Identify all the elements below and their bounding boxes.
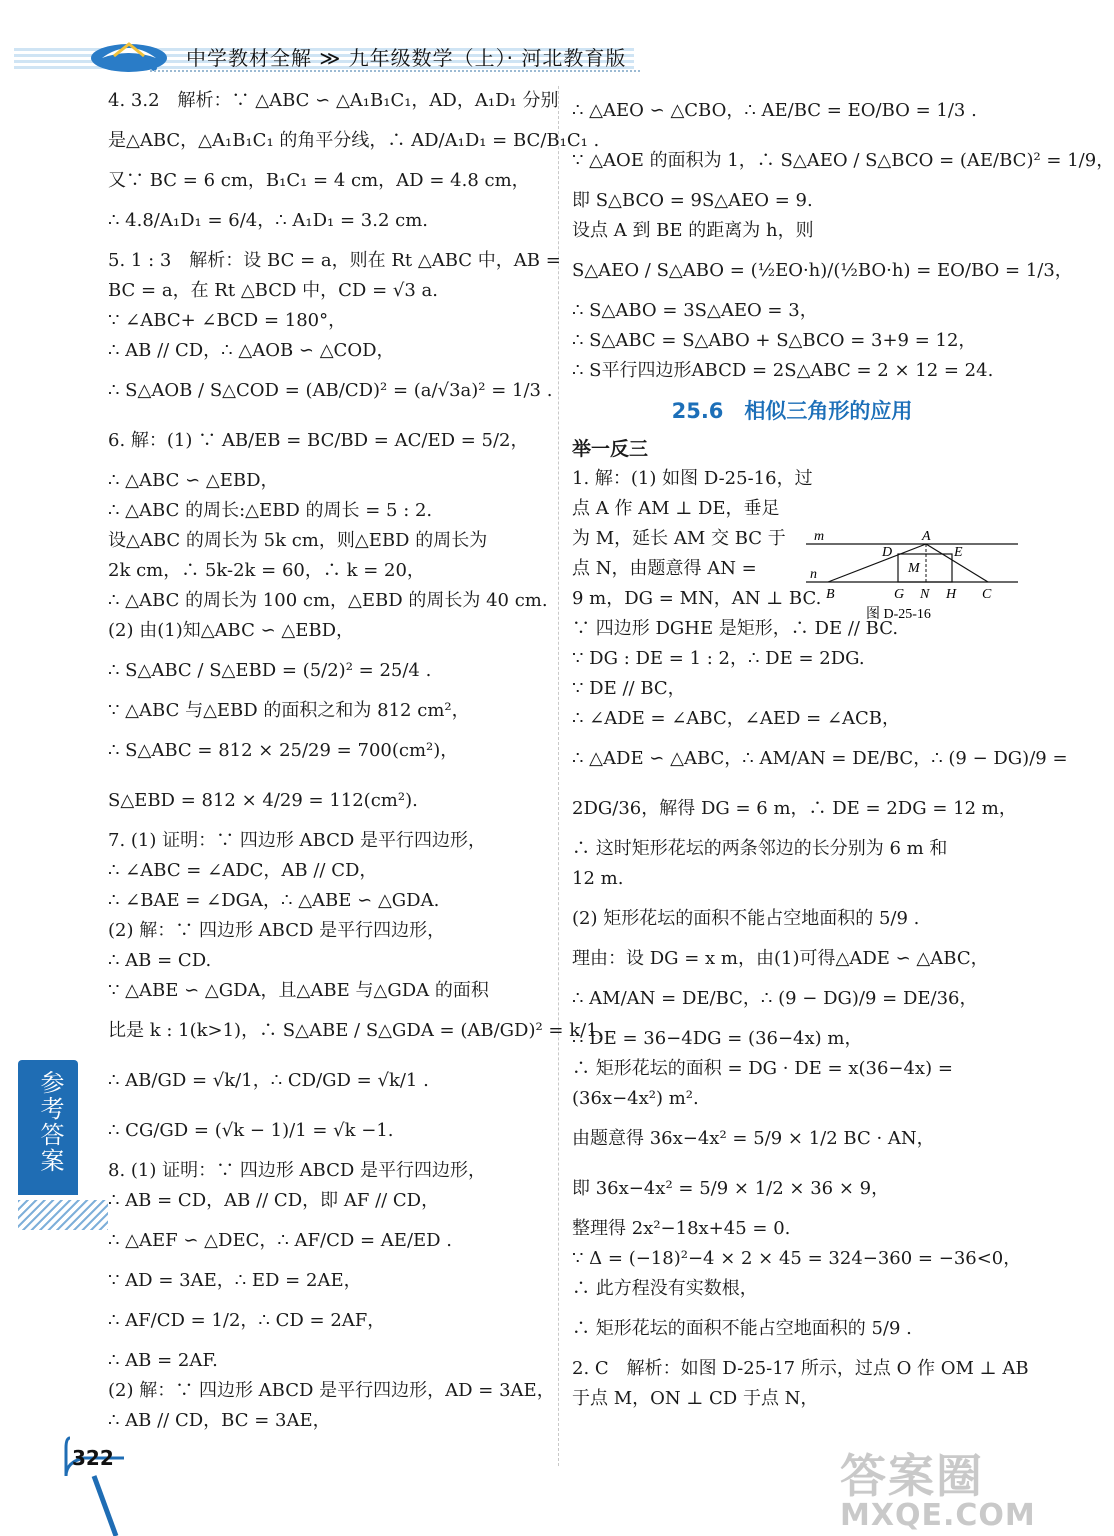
fig-label: B <box>826 587 835 602</box>
text-line: ∴ AB // CD，BC = 3AE， <box>108 1410 331 1431</box>
figure-d-25-16 <box>806 524 1018 624</box>
watermark <box>840 1440 1036 1533</box>
fig-label: E <box>954 545 963 560</box>
text-line: ∴ ∠BAE = ∠DGA，∴ △ABE ∽ △GDA. <box>108 890 440 911</box>
text-line: ∴ 这时矩形花坛的两条邻边的长分别为 6 m 和 <box>572 838 948 859</box>
text-line: 6. 解：(1) ∵ AB/EB = BC/BD = AC/ED = 5/2， <box>108 430 529 451</box>
page-header <box>0 0 1034 80</box>
text-line: 又∵ BC = 6 cm，B₁C₁ = 4 cm，AD = 4.8 cm， <box>108 170 530 191</box>
text-line: ∴ △ABC 的周长:△EBD 的周长 = 5 : 2. <box>108 500 433 521</box>
text-line: (2) 由(1)知△ABC ∽ △EBD， <box>108 620 355 641</box>
text-line: 点 A 作 AM ⊥ DE，垂足 <box>572 498 780 519</box>
text-line: 2k cm，∴ 5k-2k = 60，∴ k = 20， <box>108 560 425 581</box>
text-line: BC = a，在 Rt △BCD 中，CD = √3 a. <box>108 280 438 301</box>
text-line: 理由：设 DG = x m，由(1)可得△ADE ∽ △ABC， <box>572 948 989 969</box>
text-line: ∴ AB/GD = √k/1，∴ CD/GD = √k/1 . <box>108 1070 429 1091</box>
text-line: (2) 解：∵ 四边形 ABCD 是平行四边形，AD = 3AE， <box>108 1380 555 1401</box>
text-line: ∵ ∠ABC+ ∠BCD = 180°， <box>108 310 347 331</box>
text-line: ∵ Δ = (−18)²−4 × 2 × 45 = 324−360 = −36<0， <box>572 1248 1022 1269</box>
text-line: 设△ABC 的周长为 5k cm，则△EBD 的周长为 <box>108 530 488 551</box>
text-line: ∴ 矩形花坛的面积不能占空地面积的 5/9 . <box>572 1318 912 1339</box>
text-line: ∴ 矩形花坛的面积 = DG · DE = x(36−4x) = <box>572 1058 953 1079</box>
text-line: 为 M，延长 AM 交 BC 于 <box>572 528 786 549</box>
text-line: ∵ △ABC 与△EBD 的面积之和为 812 cm²， <box>108 700 470 721</box>
text-line: ∵ DG : DE = 1 : 2，∴ DE = 2DG. <box>572 648 865 669</box>
text-line: ∴ △AEO ∽ △CBO，∴ AE/BC = EO/BO = 1/3 . <box>572 100 977 121</box>
fig-label: G <box>894 587 905 602</box>
text-line: 12 m. <box>572 868 624 889</box>
text-line: ∵ 四边形 DGHE 是矩形，∴ DE // BC. <box>572 618 899 639</box>
text-line: ∵ △ABE ∽ △GDA，且△ABE 与△GDA 的面积 <box>108 980 489 1001</box>
text-line: ∴ AM/AN = DE/BC，∴ (9 − DG)/9 = DE/36， <box>572 988 978 1009</box>
text-line: (2) 解：∵ 四边形 ABCD 是平行四边形， <box>108 920 446 941</box>
text-line: ∴ S平行四边形ABCD = 2S△ABC = 2 × 12 = 24. <box>572 360 994 381</box>
section-title: 25.6 相似三角形的应用 <box>671 399 913 423</box>
text-line: 2DG/36，解得 DG = 6 m，∴ DE = 2DG = 12 m， <box>572 798 1017 819</box>
text-line: ∴ CG/GD = (√k − 1)/1 = √k −1. <box>108 1120 394 1141</box>
text-line: ∴ △ABC 的周长为 100 cm，△EBD 的周长为 40 cm. <box>108 590 548 611</box>
fig-label: H <box>946 587 957 602</box>
text-line: ∴ S△ABC / S△EBD = (5/2)² = 25/4 . <box>108 660 432 681</box>
side-tab-label: 参考答案 <box>36 1070 64 1174</box>
watermark-text: 答案圈 <box>840 1449 984 1503</box>
text-line: ∴ S△ABO = 3S△AEO = 3， <box>572 300 818 321</box>
text-line: 设点 A 到 BE 的距离为 h，则 <box>572 220 814 241</box>
text-line: 4. 3.2 解析：∵ △ABC ∽ △A₁B₁C₁，AD，A₁D₁ 分别 <box>108 90 559 111</box>
text-line: ∴ S△ABC = S△ABO + S△BCO = 3+9 = 12， <box>572 330 977 351</box>
text-line: ∴ AB = CD，AB // CD，即 AF // CD， <box>108 1190 440 1211</box>
text-line: ∴ 此方程没有实数根， <box>572 1278 758 1299</box>
text-line: 于点 M，ON ⊥ CD 于点 N， <box>572 1388 819 1409</box>
fig-label: M <box>908 561 920 576</box>
text-line: S△EBD = 812 × 4/29 = 112(cm²). <box>108 790 418 811</box>
text-line: (2) 矩形花坛的面积不能占空地面积的 5/9 . <box>572 908 920 929</box>
text-line: (36x−4x²) m². <box>572 1088 699 1109</box>
text-line: 1. 解：(1) 如图 D-25-16，过 <box>572 468 813 489</box>
text-line: 整理得 2x²−18x+45 = 0. <box>572 1218 791 1239</box>
text-line: 点 N，由题意得 AN = <box>572 558 757 579</box>
text-line: ∵ AD = 3AE，∴ ED = 2AE， <box>108 1270 362 1291</box>
fig-label: D <box>882 545 893 560</box>
text-line: 2. C 解析：如图 D-25-17 所示，过点 O 作 OM ⊥ AB <box>572 1358 1029 1379</box>
text-line: 7. (1) 证明：∵ 四边形 ABCD 是平行四边形， <box>108 830 487 851</box>
text-line: ∴ S△ABC = 812 × 25/29 = 700(cm²)， <box>108 740 459 761</box>
text-line: ∵ △AOE 的面积为 1，∴ S△AEO / S△BCO = (AE/BC)² = 1/9， <box>572 150 1114 171</box>
text-line: ∴ AB = CD. <box>108 950 212 971</box>
watermark-url: MXQE.COM <box>840 1498 1036 1533</box>
fig-label: A <box>922 529 931 544</box>
column-divider <box>558 86 559 1466</box>
header-dotted-rule <box>150 70 640 72</box>
header-title: 中学教材全解 ≫ 九年级数学（上）· 河北教育版 <box>186 46 627 70</box>
right-column <box>572 86 1114 1414</box>
text-line: 由题意得 36x−4x² = 5/9 × 1/2 BC · AN， <box>572 1128 935 1149</box>
text-line: 9 m，DG = MN，AN ⊥ BC. <box>572 588 822 609</box>
text-line: ∴ S△AOB / S△COD = (AB/CD)² = (a/√3a)² = 1/3 . <box>108 380 553 401</box>
text-line: ∴ ∠ABC = ∠ADC，AB // CD， <box>108 860 378 881</box>
fig-label: N <box>920 587 930 602</box>
text-line: ∴ AB // CD，∴ △AOB ∽ △COD， <box>108 340 395 361</box>
side-tab <box>18 1060 78 1195</box>
text-line: ∴ △ADE ∽ △ABC，∴ AM/AN = DE/BC，∴ (9 − DG)/9 = <box>572 748 1068 769</box>
page-number: 322 <box>72 1446 114 1470</box>
text-line: ∴ AB = 2AF. <box>108 1350 218 1371</box>
fig-label: C <box>982 587 992 602</box>
fig-label: m <box>814 529 825 544</box>
text-line: ∴ △ABC ∽ △EBD， <box>108 470 279 491</box>
subsection-title: 举一反三 <box>572 438 649 460</box>
text-line: 即 S△BCO = 9S△AEO = 9. <box>572 190 813 211</box>
text-line: ∴ 4.8/A₁D₁ = 6/4，∴ A₁D₁ = 3.2 cm. <box>108 210 429 231</box>
text-line: ∴ ∠ADE = ∠ABC，∠AED = ∠ACB， <box>572 708 901 729</box>
text-line: ∴ AF/CD = 1/2，∴ CD = 2AF， <box>108 1310 386 1331</box>
text-line: 5. 1 : 3 解析：设 BC = a，则在 Rt △ABC 中，AB = <box>108 250 561 271</box>
figure-caption: 图 D-25-16 <box>866 607 931 622</box>
text-line: 比是 k : 1(k>1)，∴ S△ABE / S△GDA = (AB/GD)² = k/1， <box>108 1020 616 1041</box>
text-line: ∴ △AEF ∽ △DEC，∴ AF/CD = AE/ED . <box>108 1230 453 1251</box>
text-line: 8. (1) 证明：∵ 四边形 ABCD 是平行四边形， <box>108 1160 487 1181</box>
side-hatch-decoration <box>18 1200 108 1230</box>
text-line: ∴ DE = 36−4DG = (36−4x) m， <box>572 1028 863 1049</box>
text-line: ∵ DE // BC， <box>572 678 686 699</box>
text-line: S△AEO / S△ABO = (½EO·h)/(½BO·h) = EO/BO = 1/3， <box>572 260 1073 281</box>
text-line: 是△ABC，△A₁B₁C₁ 的角平分线，∴ AD/A₁D₁ = BC/B₁C₁ . <box>108 130 600 151</box>
fig-label: n <box>810 567 817 582</box>
text-line: 即 36x−4x² = 5/9 × 1/2 × 36 × 9， <box>572 1178 890 1199</box>
